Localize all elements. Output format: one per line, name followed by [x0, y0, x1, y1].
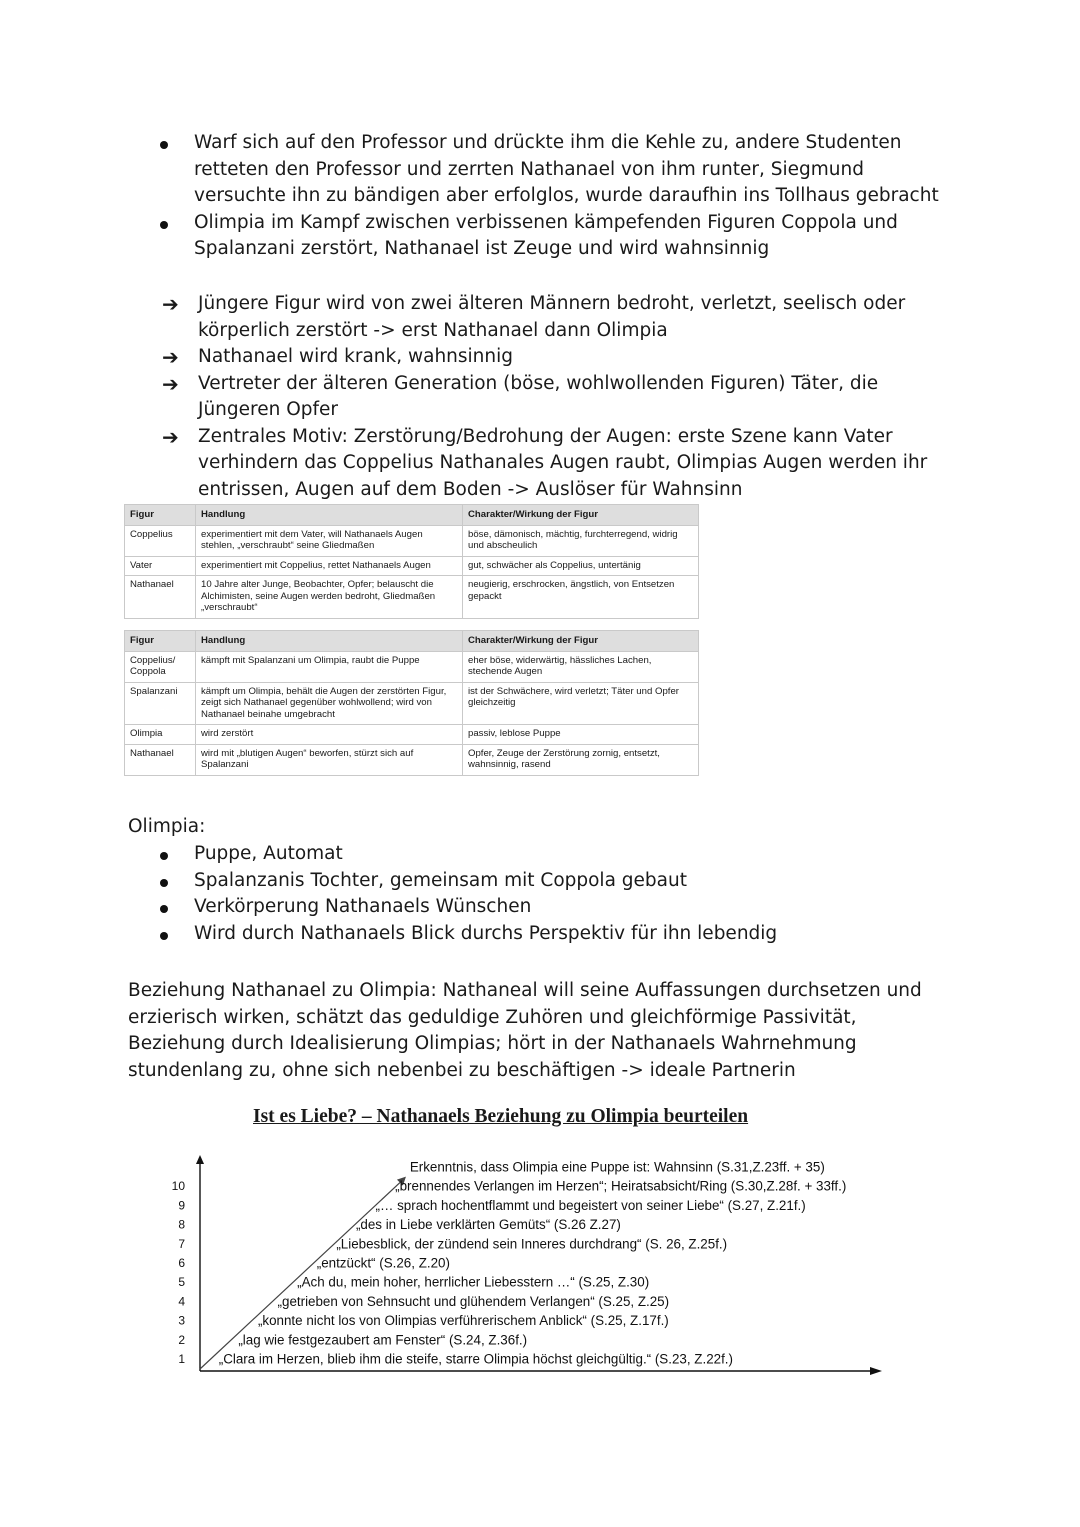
bullet-item: Wird durch Nathanaels Blick durchs Perspektiv für ihn lebendig — [160, 921, 960, 948]
annotation-label: „lag wie festgezaubert am Fenster“ (S.24, Z.36f.) — [238, 1332, 528, 1348]
table-cell: kämpft mit Spalanzani um Olimpia, raubt die Puppe — [196, 651, 463, 682]
arrow-right-icon: ➔ — [162, 292, 179, 316]
y-tick-label: 9 — [178, 1198, 185, 1213]
y-axis-arrow-icon — [196, 1155, 204, 1164]
table-header-cell: Figur — [125, 505, 196, 526]
bullet-dot-icon — [160, 879, 168, 887]
table-cell: Vater — [125, 556, 196, 576]
table-cell: wird mit „blutigen Augen“ beworfen, stürzt sich auf Spalanzani — [196, 744, 463, 775]
bullet-item: Warf sich auf den Professor und drückte ihm die Kehle zu, andere Studenten retteten den Professor und zerrten Nathanael von ihm runter, Siegmund versuchte ihn zu bändigen aber erfolglos, wurde daraufhin ins Tollhaus gebracht — [160, 130, 960, 210]
character-table-scene-2 — [124, 630, 699, 776]
olimpia-heading: Olimpia: — [128, 816, 206, 837]
bullet-item: Verkörperung Nathanaels Wünschen — [160, 894, 960, 921]
table-cell: böse, dämonisch, mächtig, furchterregend, widrig und abscheulich — [463, 525, 699, 556]
table-cell: Coppelius/ Coppola — [125, 651, 196, 682]
bullet-dot-icon — [160, 221, 168, 229]
bullet-item: Puppe, Automat — [160, 841, 960, 868]
table-cell: wird zerstört — [196, 725, 463, 745]
arrow-item: ➔ Zentrales Motiv: Zerstörung/Bedrohung der Augen: erste Szene kann Vater verhindern das Coppelius Nathanales Augen raubt, Olimpias Augen werden ihr entrissen, Augen auf dem Boden -> Auslöser für Wahnsinn — [162, 424, 928, 500]
annotation-label: „konnte nicht los von Olimpias verführerischem Anblick“ (S.25, Z.17f.) — [257, 1313, 669, 1329]
y-tick-label: 5 — [178, 1275, 185, 1290]
table-row — [125, 682, 699, 725]
arrow-item: ➔ Vertreter der älteren Generation (böse, wohlwollenden Figuren) Täter, die Jüngeren Opfer — [162, 371, 879, 420]
y-tick-label: 2 — [178, 1332, 185, 1347]
annotation-label: „Ach du, mein hoher, herrlicher Liebesstern …“ (S.25, Z.30) — [297, 1274, 650, 1290]
annotation-label: „brennendes Verlangen im Herzen“; Heiratsabsicht/Ring (S.30,Z.28f. + 33ff.) — [395, 1178, 847, 1194]
table-header-cell: Figur — [125, 631, 196, 652]
arrow-right-icon: ➔ — [162, 345, 179, 369]
love-intensity-chart — [160, 1150, 890, 1390]
bullet-list-events — [160, 130, 960, 263]
y-tick-label: 6 — [178, 1256, 185, 1270]
table-cell: 10 Jahre alter Junge, Beobachter, Opfer; belauscht die Alchimisten, seine Augen werden bedroht, Gliedmaßen „verschraubt“ — [196, 576, 463, 619]
table-row — [125, 725, 699, 745]
arrow-item: ➔ Nathanael wird krank, wahnsinnig — [162, 345, 514, 369]
table-cell: Nathanael — [125, 576, 196, 619]
character-table-scene-1 — [124, 504, 699, 619]
table-cell: ist der Schwächere, wird verletzt; Täter und Opfer gleichzeitig — [463, 682, 699, 725]
bullet-item: Spalanzanis Tochter, gemeinsam mit Coppola gebaut — [160, 868, 960, 895]
y-tick-label: 3 — [178, 1313, 185, 1328]
table-cell: neugierig, erschrocken, ängstlich, von Entsetzen gepackt — [463, 576, 699, 619]
y-tick-label: 10 — [171, 1179, 185, 1194]
bullet-dot-icon — [160, 141, 168, 149]
table-cell: Spalanzani — [125, 682, 196, 725]
table-cell: gut, schwächer als Coppelius, untertänig — [463, 556, 699, 576]
chart-title: Ist es Liebe? – Nathanaels Beziehung zu Olimpia beurteilen — [253, 1106, 749, 1127]
arrow-item: ➔ Jüngere Figur wird von zwei älteren Männern bedroht, verletzt, seelisch oder körperlich zerstört -> erst Nathanael dann Olimpia — [162, 292, 906, 341]
annotation-label: „entzückt“ (S.26, Z.20) — [316, 1255, 450, 1271]
table-row — [125, 556, 699, 576]
table-header-row — [125, 631, 699, 652]
table-row — [125, 744, 699, 775]
table-cell: eher böse, widerwärtig, hässliches Lachen, stechende Augen — [463, 651, 699, 682]
annotation-label: „getrieben von Sehnsucht und glühendem Verlangen“ (S.25, Z.25) — [277, 1293, 670, 1309]
table-cell: Nathanael — [125, 744, 196, 775]
table-row — [125, 525, 699, 556]
annotation-label: „… sprach hochentflammt und begeistert von seiner Liebe“ (S.27, Z.21f.) — [375, 1197, 806, 1213]
bullet-dot-icon — [160, 905, 168, 913]
annotation-label: Erkenntnis, dass Olimpia eine Puppe ist: Wahnsinn (S.31,Z.23ff. + 35) — [409, 1159, 825, 1175]
annotation-label: „Liebesblick, der zündend sein Inneres durchdrang“ (S. 26, Z.25f.) — [336, 1236, 728, 1252]
y-tick-label: 7 — [178, 1236, 185, 1251]
table-row — [125, 651, 699, 682]
arrow-list-summary — [162, 291, 962, 503]
y-tick-label: 4 — [178, 1294, 185, 1309]
table-header-cell: Handlung — [196, 505, 463, 526]
table-cell: experimentiert mit dem Vater, will Nathanaels Augen stehlen, „verschraubt“ seine Gliedmaßen — [196, 525, 463, 556]
bullet-dot-icon — [160, 852, 168, 860]
table-row — [125, 576, 699, 619]
table-cell: kämpft um Olimpia, behält die Augen der zerstörten Figur, zeigt sich Nathanael gegenüber wohlwollend; wird von Nathanael beinahe umgebracht — [196, 682, 463, 725]
table-header-row — [125, 505, 699, 526]
y-tick-label: 8 — [178, 1217, 185, 1232]
table-header-cell: Handlung — [196, 631, 463, 652]
table-cell: Olimpia — [125, 725, 196, 745]
table-cell: Coppelius — [125, 525, 196, 556]
table-header-cell: Charakter/Wirkung der Figur — [463, 505, 699, 526]
annotation-label: „des in Liebe verklärten Gemüts“ (S.26 Z.27) — [355, 1217, 621, 1233]
x-axis-arrow-icon — [870, 1367, 882, 1375]
relationship-paragraph: Beziehung Nathanael zu Olimpia: Nathaneal will seine Auffassungen durchsetzen und erzierisch wirken, schätzt das geduldige Zuhören und gleichförmige Passivität, Beziehung durch Idealisierung Olimpias; hört in der Nathanaels Wahrnehmung stundenlang zu, ohne sich nebenbei zu beschäftigen -> ideale Partnerin — [128, 980, 922, 1081]
table-header-cell: Charakter/Wirkung der Figur — [463, 631, 699, 652]
table-cell: experimentiert mit Coppelius, rettet Nathanaels Augen — [196, 556, 463, 576]
bullet-item: Olimpia im Kampf zwischen verbissenen kämpefenden Figuren Coppola und Spalanzani zerstört, Nathanael ist Zeuge und wird wahnsinnig — [160, 210, 960, 263]
y-tick-label: 1 — [178, 1352, 185, 1366]
table-cell: passiv, leblose Puppe — [463, 725, 699, 745]
arrow-right-icon: ➔ — [162, 424, 179, 449]
arrow-right-icon: ➔ — [162, 371, 179, 396]
annotation-label: „Clara im Herzen, blieb ihm die steife, starre Olimpia höchst gleichgültig.“ (S.23, Z.22f.) — [218, 1351, 734, 1367]
bullet-dot-icon — [160, 932, 168, 940]
table-cell: Opfer, Zeuge der Zerstörung zornig, entsetzt, wahnsinnig, rasend — [463, 744, 699, 775]
bullet-list-olimpia — [160, 841, 960, 947]
